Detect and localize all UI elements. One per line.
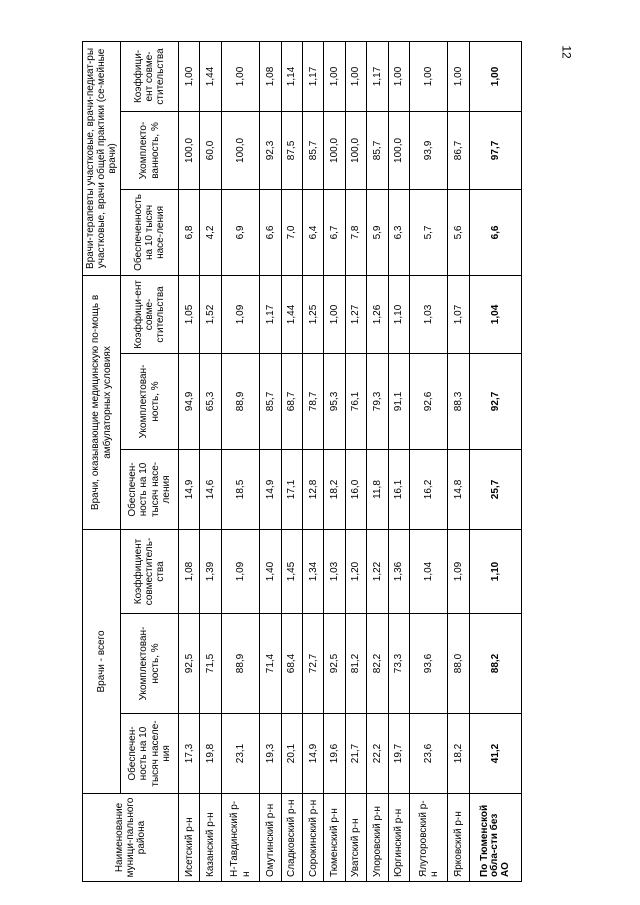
value-cell: 100,0	[179, 111, 200, 189]
rotated-table-wrapper	[82, 42, 522, 882]
value-cell: 1,04	[469, 275, 521, 353]
value-cell: 71,4	[260, 614, 281, 714]
value-cell: 18,2	[324, 449, 345, 529]
value-cell: 14,9	[260, 449, 281, 529]
value-cell: 1,25	[303, 275, 324, 353]
table-row	[448, 41, 469, 881]
value-cell: 1,05	[179, 275, 200, 353]
value-cell: 71,5	[200, 614, 221, 714]
value-cell: 14,9	[303, 714, 324, 794]
district-name-cell: Ялуторовский р-н	[410, 794, 448, 882]
page-number: 12	[559, 45, 574, 59]
value-cell: 1,08	[260, 41, 281, 111]
value-cell: 22,2	[367, 714, 388, 794]
district-name-cell: По Тюменской обла-сти без АО	[469, 794, 521, 882]
value-cell: 5,9	[367, 189, 388, 275]
value-cell: 1,00	[410, 41, 448, 111]
table-row	[260, 41, 281, 881]
value-cell: 1,44	[281, 275, 302, 353]
value-cell: 73,3	[388, 614, 409, 714]
value-cell: 20,1	[281, 714, 302, 794]
value-cell: 1,00	[469, 41, 521, 111]
value-cell: 23,6	[410, 714, 448, 794]
value-cell: 92,7	[469, 353, 521, 449]
district-name-cell: Тюменский р-н	[324, 794, 345, 882]
value-cell: 1,26	[367, 275, 388, 353]
value-cell: 6,4	[303, 189, 324, 275]
value-cell: 16,1	[388, 449, 409, 529]
value-cell: 18,5	[221, 449, 259, 529]
value-cell: 1,07	[448, 275, 469, 353]
value-cell: 16,2	[410, 449, 448, 529]
value-cell: 11,8	[367, 449, 388, 529]
value-cell: 1,00	[324, 275, 345, 353]
table-row	[324, 41, 345, 881]
value-cell: 41,2	[469, 714, 521, 794]
table-row	[281, 41, 302, 881]
value-cell: 88,9	[221, 353, 259, 449]
value-cell: 4,2	[200, 189, 221, 275]
value-cell: 85,7	[367, 111, 388, 189]
header-row-groups	[83, 41, 121, 881]
value-cell: 92,5	[179, 614, 200, 714]
value-cell: 1,44	[200, 41, 221, 111]
value-cell: 87,5	[281, 111, 302, 189]
value-cell: 1,20	[345, 529, 366, 613]
value-cell: 100,0	[324, 111, 345, 189]
value-cell: 1,00	[179, 41, 200, 111]
header-sub: Укомплектован-ность, %	[121, 353, 179, 449]
value-cell: 1,03	[410, 275, 448, 353]
value-cell: 5,6	[448, 189, 469, 275]
value-cell: 18,2	[448, 714, 469, 794]
header-sub: Обеспечен-ность на 10 тысяч насе-ления	[121, 449, 179, 529]
value-cell: 94,9	[179, 353, 200, 449]
value-cell: 92,5	[324, 614, 345, 714]
value-cell: 19,3	[260, 714, 281, 794]
value-cell: 1,36	[388, 529, 409, 613]
header-sub: Укомплекто-ванность, %	[121, 111, 179, 189]
value-cell: 14,9	[179, 449, 200, 529]
value-cell: 1,17	[367, 41, 388, 111]
table-total-row	[469, 41, 521, 881]
value-cell: 6,6	[469, 189, 521, 275]
value-cell: 1,08	[179, 529, 200, 613]
district-name-cell: Казанский р-н	[200, 794, 221, 882]
header-sub: Укомплектован-ность, %	[121, 614, 179, 714]
value-cell: 14,6	[200, 449, 221, 529]
value-cell: 17,1	[281, 449, 302, 529]
header-sub: Обеспечен-ность на 10 тысяч населе-ния	[121, 714, 179, 794]
value-cell: 88,0	[448, 614, 469, 714]
value-cell: 1,17	[260, 275, 281, 353]
value-cell: 1,22	[367, 529, 388, 613]
value-cell: 23,1	[221, 714, 259, 794]
value-cell: 25,7	[469, 449, 521, 529]
value-cell: 6,9	[221, 189, 259, 275]
value-cell: 1,00	[448, 41, 469, 111]
header-sub: Коэффици-ент совме-стительства	[121, 41, 179, 111]
district-name-cell: Н-Тавдинский р-н	[221, 794, 259, 882]
value-cell: 1,09	[448, 529, 469, 613]
table-row	[179, 41, 200, 881]
value-cell: 93,6	[410, 614, 448, 714]
value-cell: 92,3	[260, 111, 281, 189]
value-cell: 60,0	[200, 111, 221, 189]
header-row-sub	[121, 41, 179, 881]
value-cell: 21,7	[345, 714, 366, 794]
value-cell: 91,1	[388, 353, 409, 449]
table-row	[200, 41, 221, 881]
value-cell: 6,6	[260, 189, 281, 275]
district-name-cell: Исетский р-н	[179, 794, 200, 882]
table-row	[410, 41, 448, 881]
table-body	[179, 41, 522, 881]
value-cell: 1,34	[303, 529, 324, 613]
value-cell: 1,00	[345, 41, 366, 111]
value-cell: 14,8	[448, 449, 469, 529]
value-cell: 1,09	[221, 275, 259, 353]
value-cell: 85,7	[303, 111, 324, 189]
value-cell: 5,7	[410, 189, 448, 275]
header-name-col: Наименование муници-пального района	[83, 794, 179, 882]
district-name-cell: Сорокинский р-н	[303, 794, 324, 882]
value-cell: 88,9	[221, 614, 259, 714]
value-cell: 78,7	[303, 353, 324, 449]
table-row	[345, 41, 366, 881]
district-name-cell: Сладковский р-н	[281, 794, 302, 882]
value-cell: 1,00	[221, 41, 259, 111]
table-row	[221, 41, 259, 881]
value-cell: 79,3	[367, 353, 388, 449]
value-cell: 1,45	[281, 529, 302, 613]
value-cell: 16,0	[345, 449, 366, 529]
value-cell: 92,6	[410, 353, 448, 449]
value-cell: 97,7	[469, 111, 521, 189]
value-cell: 100,0	[388, 111, 409, 189]
value-cell: 12,8	[303, 449, 324, 529]
value-cell: 88,2	[469, 614, 521, 714]
value-cell: 100,0	[221, 111, 259, 189]
value-cell: 65,3	[200, 353, 221, 449]
value-cell: 88,3	[448, 353, 469, 449]
value-cell: 95,3	[324, 353, 345, 449]
value-cell: 68,7	[281, 353, 302, 449]
value-cell: 1,00	[324, 41, 345, 111]
value-cell: 7,0	[281, 189, 302, 275]
value-cell: 19,6	[324, 714, 345, 794]
table-row	[303, 41, 324, 881]
value-cell: 19,8	[200, 714, 221, 794]
value-cell: 1,03	[324, 529, 345, 613]
value-cell: 1,04	[410, 529, 448, 613]
district-name-cell: Омутинский р-н	[260, 794, 281, 882]
value-cell: 6,8	[179, 189, 200, 275]
table-row	[388, 41, 409, 881]
statistics-table	[82, 41, 522, 882]
header-group-all-doctors: Врачи - всего	[83, 529, 121, 793]
value-cell: 1,00	[388, 41, 409, 111]
value-cell: 81,2	[345, 614, 366, 714]
value-cell: 1,10	[388, 275, 409, 353]
header-sub: Коэффици-ент совме-стительства	[121, 275, 179, 353]
value-cell: 68,4	[281, 614, 302, 714]
value-cell: 1,09	[221, 529, 259, 613]
value-cell: 6,7	[324, 189, 345, 275]
district-name-cell: Ярковский р-н	[448, 794, 469, 882]
value-cell: 17,3	[179, 714, 200, 794]
value-cell: 82,2	[367, 614, 388, 714]
table-row	[367, 41, 388, 881]
value-cell: 6,3	[388, 189, 409, 275]
header-sub: Обеспеченность на 10 тысяч насе-ления	[121, 189, 179, 275]
value-cell: 1,39	[200, 529, 221, 613]
header-group-district: Врачи-терапевты участковые, врачи-педиат-ры участковые, врачи общей практики (се-мейные врачи)	[83, 41, 121, 275]
value-cell: 1,40	[260, 529, 281, 613]
value-cell: 100,0	[345, 111, 366, 189]
value-cell: 7,8	[345, 189, 366, 275]
value-cell: 1,27	[345, 275, 366, 353]
district-name-cell: Упоровский р-н	[367, 794, 388, 882]
value-cell: 72,7	[303, 614, 324, 714]
value-cell: 86,7	[448, 111, 469, 189]
district-name-cell: Уватский р-н	[345, 794, 366, 882]
header-sub: Коэффициент совместитель-ства	[121, 529, 179, 613]
value-cell: 1,52	[200, 275, 221, 353]
district-name-cell: Юргинский р-н	[388, 794, 409, 882]
value-cell: 1,10	[469, 529, 521, 613]
value-cell: 85,7	[260, 353, 281, 449]
value-cell: 1,17	[303, 41, 324, 111]
value-cell: 93,9	[410, 111, 448, 189]
header-group-outpatient: Врачи, оказывающие медицинскую по-мощь в амбулаторных условиях	[83, 275, 121, 529]
value-cell: 19,7	[388, 714, 409, 794]
value-cell: 76,1	[345, 353, 366, 449]
value-cell: 1,14	[281, 41, 302, 111]
